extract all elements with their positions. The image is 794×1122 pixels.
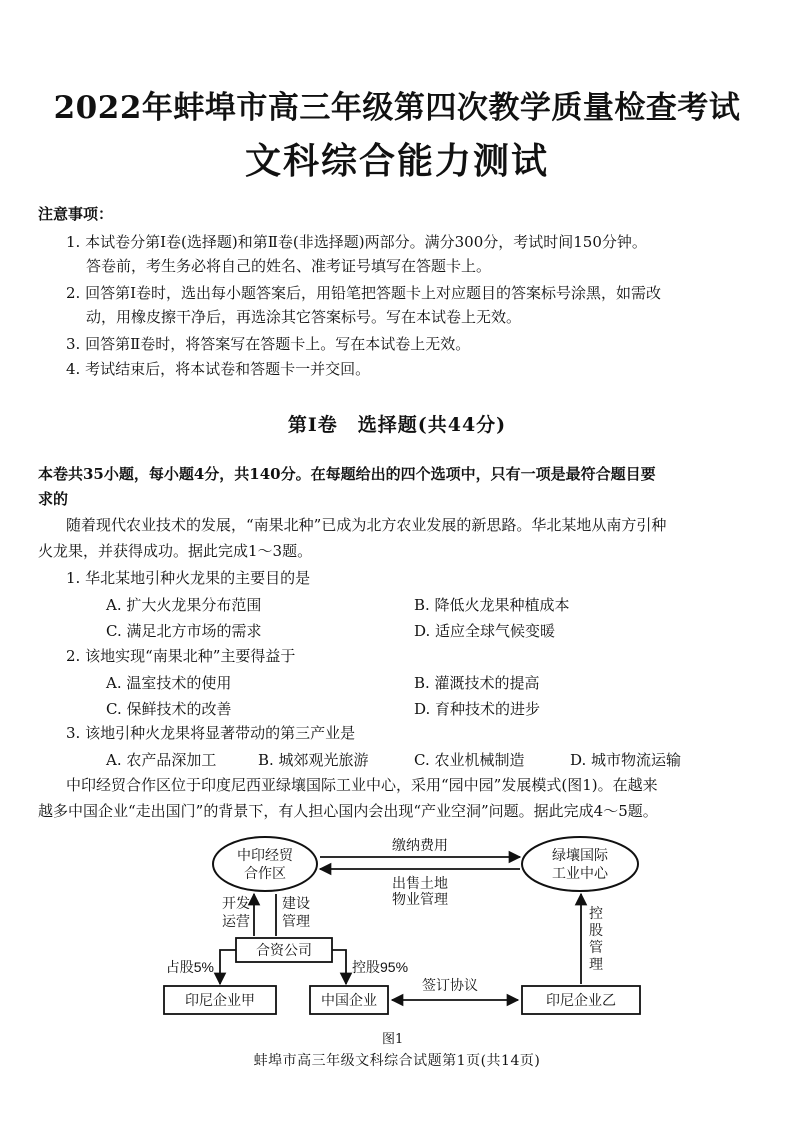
q1-option-a: A. 扩大火龙果分布范围	[106, 596, 262, 614]
section-title: 第Ⅰ卷 选择题(共44分)	[287, 414, 507, 436]
hold95-arrow	[332, 950, 346, 984]
holding-label: 股	[589, 922, 603, 938]
figure-1-diagram	[150, 836, 680, 1022]
cn-firm-label: 中国企业	[321, 992, 377, 1008]
share5-label: 占股5%	[165, 959, 214, 975]
q1-option-b: B. 降低火龙果种植成本	[414, 596, 570, 614]
land-label: 出售土地	[392, 875, 448, 891]
park-ellipse	[522, 837, 638, 891]
q1-option-c: C. 满足北方市场的需求	[106, 622, 262, 640]
holding-label: 理	[589, 956, 603, 972]
holding-label: 控	[589, 905, 603, 921]
passage-line: 随着现代农业技术的发展，“南果北种”已成为北方农业发展的新思路。华北某地从南方引种	[66, 516, 667, 534]
firm-a-label: 印尼企业甲	[185, 992, 255, 1008]
q2-option-d: D. 育种技术的进步	[414, 700, 541, 718]
notice-line: 4. 考试结束后，将本试卷和答题卡一并交回。	[66, 360, 371, 378]
passage-line: 火龙果，并获得成功。据此完成1～3题。	[38, 542, 313, 560]
notice-line: 答卷前，考生务必将自己的姓名、准考证号填写在答题卡上。	[86, 257, 492, 275]
q3-option-d: D. 城市物流运输	[570, 751, 682, 769]
firm-b-label: 印尼企业乙	[546, 992, 616, 1008]
notice-line: 动，用橡皮擦干净后，再选涂其它答案标号。写在本试卷上无效。	[86, 308, 522, 326]
q3-option-c: C. 农业机械制造	[414, 751, 525, 769]
zone-label: 合作区	[244, 865, 286, 881]
section-instruction: 本卷共35小题，每小题4分，共140分。在每题给出的四个选项中，只有一项是最符合题目要	[38, 465, 656, 483]
q3-option-b: B. 城郊观光旅游	[258, 751, 369, 769]
dev-label: 运营	[222, 913, 250, 929]
notice-line: 3. 回答第Ⅱ卷时，将答案写在答题卡上。写在本试卷上无效。	[66, 335, 471, 353]
q2-option-b: B. 灌溉技术的提高	[414, 674, 540, 692]
park-label: 绿壤国际	[552, 847, 608, 863]
notice-line: 1. 本试卷分第Ⅰ卷(选择题)和第Ⅱ卷(非选择题)两部分。满分300分，考试时间150分钟。	[66, 233, 647, 251]
share5-arrow	[220, 950, 236, 984]
question-2-stem: 2. 该地实现“南果北种”主要得益于	[66, 647, 296, 665]
section-instruction: 求的	[38, 490, 69, 508]
q2-option-a: A. 温室技术的使用	[106, 674, 232, 692]
question-3-stem: 3. 该地引种火龙果将显著带动的第三产业是	[66, 724, 356, 742]
build-label: 管理	[282, 913, 310, 929]
agreement-label: 签订协议	[422, 977, 478, 993]
exam-title: 2022年蚌埠市高三年级第四次教学质量检查考试	[53, 90, 741, 126]
park-label: 工业中心	[552, 865, 608, 881]
notice-line: 2. 回答第Ⅰ卷时，选出每小题答案后，用铅笔把答题卡上对应题目的答案标号涂黑，如需改	[66, 284, 662, 302]
dev-label: 开发	[222, 895, 250, 911]
question-1-stem: 1. 华北某地引种火龙果的主要目的是	[66, 569, 311, 587]
figure-caption: 图1	[382, 1032, 404, 1047]
jv-label: 合资公司	[256, 942, 312, 958]
land-label: 物业管理	[392, 891, 448, 907]
build-label: 建设	[282, 895, 310, 911]
hold95-label: 控股95%	[352, 959, 409, 975]
passage-line: 越多中国企业“走出国门”的背景下，有人担心国内会出现“产业空洞”问题。据此完成4～5题。	[38, 802, 658, 820]
q1-option-d: D. 适应全球气候变暖	[414, 622, 556, 640]
passage-line: 中印经贸合作区位于印度尼西亚绿壤国际工业中心，采用“园中园”发展模式(图1)。在越来	[66, 776, 658, 794]
q3-option-a: A. 农产品深加工	[106, 751, 217, 769]
fee-label: 缴纳费用	[392, 837, 448, 853]
page-footer: 蚌埠市高三年级文科综合试题第1页(共14页)	[253, 1053, 541, 1069]
zone-ellipse	[213, 837, 317, 891]
holding-label: 管	[589, 939, 603, 955]
notice-heading: 注意事项：	[38, 205, 114, 223]
exam-subtitle: 文科综合能力测试	[244, 140, 549, 182]
zone-label: 中印经贸	[237, 847, 293, 863]
q2-option-c: C. 保鲜技术的改善	[106, 700, 232, 718]
